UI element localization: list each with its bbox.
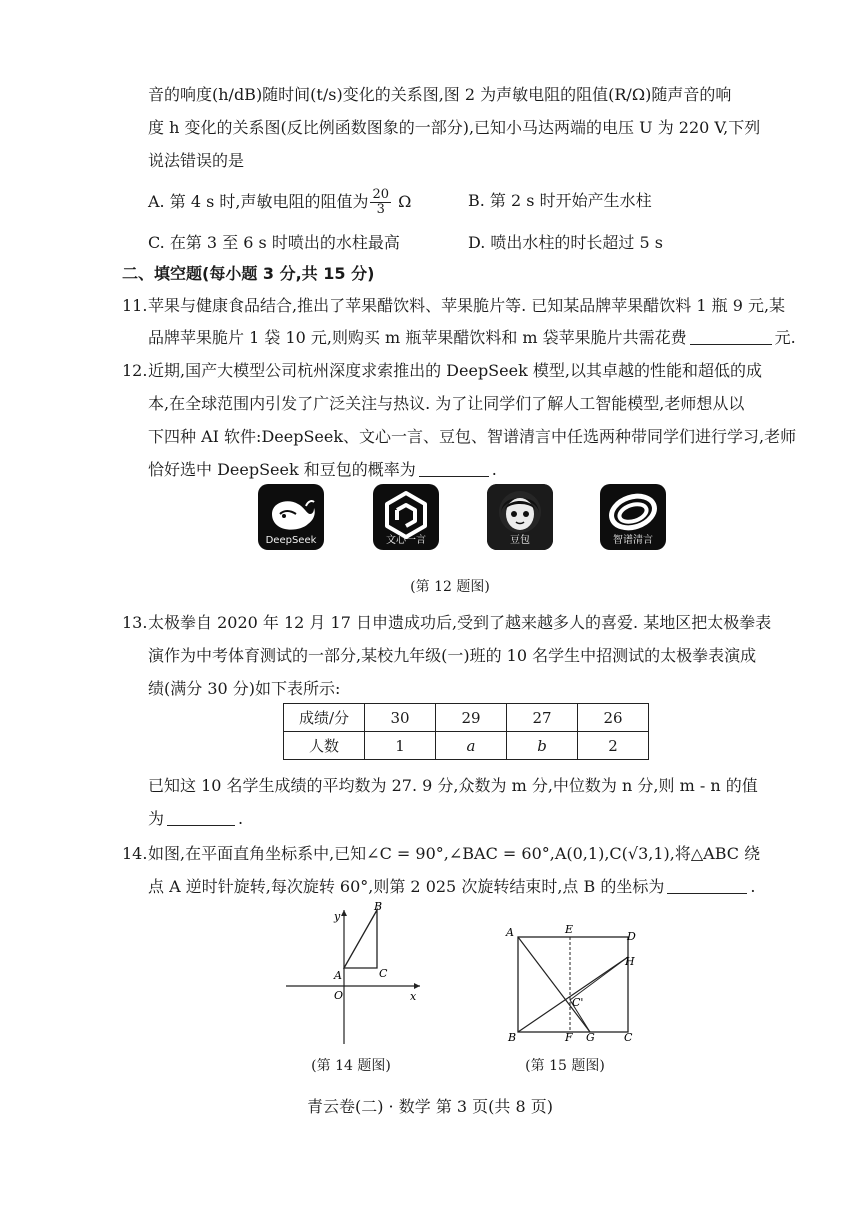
q12-line-4-end: . — [491, 460, 497, 479]
q11-line-2 — [148, 327, 796, 349]
table-cell: 26 — [578, 704, 649, 732]
q13-number: 13. — [122, 613, 148, 632]
table-cell: 2 — [578, 732, 649, 760]
q13-line-3: 绩(满分 30 分)如下表所示: — [148, 679, 341, 698]
q13-after-line-2-end: . — [238, 809, 244, 828]
q12-answer-blank[interactable] — [419, 460, 489, 477]
y-axis-arrow — [341, 910, 347, 916]
table-cell: b — [507, 732, 578, 760]
q13-after-line-2 — [148, 808, 243, 830]
q14-line-2-end: . — [750, 877, 756, 896]
q10-intro-line-2: 度 h 变化的关系图(反比例函数图象的一部分),已知小马达两端的电压 U 为 220 V,下列 — [148, 118, 761, 137]
wenxin-app-icon — [373, 484, 439, 550]
fig14-coordinate-diagram — [282, 898, 432, 1048]
q13-after-line-2-text: 为 — [148, 809, 165, 828]
option-c: C. 在第 3 至 6 s 时喷出的水柱最高 — [148, 233, 400, 252]
q12-line-2: 本,在全球范围内引发了广泛关注与热议. 为了让同学们了解人工智能模型,老师想从以 — [148, 394, 745, 413]
option-d: D. 喷出水柱的时长超过 5 s — [468, 233, 663, 252]
point-b-label: B — [374, 900, 383, 913]
q12-line-1: 近期,国产大模型公司杭州深度求索推出的 DeepSeek 模型,以其卓越的性能和超低的成 — [148, 361, 762, 380]
q14-answer-blank[interactable] — [667, 877, 747, 894]
table-cell: 27 — [507, 704, 578, 732]
q12-line-4 — [148, 459, 497, 481]
q14-line-1: 如图,在平面直角坐标系中,已知∠C = 90°,∠BAC = 60°,A(0,1),C(√3,1),将△ABC 绕 — [148, 844, 761, 863]
deepseek-app-icon — [258, 484, 324, 550]
point-f-label: F — [565, 1031, 573, 1044]
fraction-denominator: 3 — [376, 202, 385, 217]
table-cell: a — [436, 732, 507, 760]
q14-line-2 — [148, 876, 755, 898]
doubao-app-icon — [487, 484, 553, 550]
segment-bh — [518, 957, 628, 1032]
q10-intro-line-1: 音的响度(h/dB)随时间(t/s)变化的关系图,图 2 为声敏电阻的阻值(R/Ω)随声音的响 — [148, 85, 732, 104]
point-h-label: H — [625, 955, 635, 968]
fig12-caption: (第 12 题图) — [410, 579, 490, 595]
point-c-label: C — [379, 967, 388, 980]
x-axis-arrow — [414, 983, 420, 989]
point-e-label: E — [565, 923, 574, 936]
q12-number: 12. — [122, 361, 148, 380]
table-header-score: 成绩/分 — [284, 704, 365, 732]
q13-answer-blank[interactable] — [167, 809, 235, 826]
point-d-label: D — [627, 930, 636, 943]
option-a — [148, 188, 411, 217]
icon-label: 文心一言 — [386, 535, 426, 546]
point-a-label: A — [334, 969, 342, 982]
table-row — [284, 704, 649, 732]
q13-after-line-1: 已知这 10 名学生成绩的平均数为 27. 9 分,众数为 m 分,中位数为 n 分,则 m - n 的值 — [148, 776, 758, 795]
y-axis-label: y — [334, 910, 341, 923]
point-b-label: B — [508, 1031, 517, 1044]
x-axis-label: x — [410, 990, 417, 1003]
q11-line-2-text: 品牌苹果脆片 1 袋 10 元,则购买 m 瓶苹果醋饮料和 m 袋苹果脆片共需花费 — [148, 328, 687, 347]
fig14-caption: (第 14 题图) — [311, 1058, 391, 1074]
triangle-abc — [344, 910, 377, 968]
fig15-caption: (第 15 题图) — [525, 1058, 605, 1074]
q12-line-3: 下四种 AI 软件:DeepSeek、文心一言、豆包、智谱清言中任选两种带同学们进行学习,老师 — [148, 427, 797, 446]
q14-line-2-text: 点 A 逆时针旋转,每次旋转 60°,则第 2 025 次旋转结束时,点 B 的坐标为 — [148, 877, 665, 896]
icon-label: 豆包 — [510, 535, 530, 546]
fig15-rectangle-diagram — [500, 920, 650, 1050]
q13-line-1: 太极拳自 2020 年 12 月 17 日申遗成功后,受到了越来越多人的喜爱. 某地区把太极拳表 — [148, 613, 772, 632]
q14-number: 14. — [122, 844, 148, 863]
option-a-unit: Ω — [393, 192, 412, 211]
fraction-numerator: 20 — [372, 187, 390, 202]
section-title: 二、填空题(每小题 3 分,共 15 分) — [122, 264, 375, 283]
option-a-fraction — [370, 188, 391, 217]
table-row — [284, 732, 649, 760]
q13-line-2: 演作为中考体育测试的一部分,某校九年级(一)班的 10 名学生中招测试的太极拳表演成 — [148, 646, 757, 665]
rectangle-abcd — [518, 937, 628, 1032]
page-footer: 青云卷(二) · 数学 第 3 页(共 8 页) — [306, 1097, 554, 1116]
table-cell: 29 — [436, 704, 507, 732]
q12-line-4-text: 恰好选中 DeepSeek 和豆包的概率为 — [148, 460, 416, 479]
q11-line-2-end: 元. — [774, 328, 796, 347]
icon-label: 智谱清言 — [613, 535, 653, 546]
icon-label: DeepSeek — [265, 535, 317, 546]
table-cell: 30 — [365, 704, 436, 732]
point-a-label: A — [506, 926, 514, 939]
q11-answer-blank[interactable] — [690, 328, 772, 345]
q10-intro-line-3: 说法错误的是 — [148, 151, 245, 170]
score-table — [283, 703, 649, 760]
option-b: B. 第 2 s 时开始产生水柱 — [468, 191, 652, 210]
zhipu-app-icon — [600, 484, 666, 550]
origin-label: O — [334, 989, 344, 1002]
table-header-count: 人数 — [284, 732, 365, 760]
segment-c1h — [570, 957, 628, 1000]
point-c-prime-label: C' — [572, 996, 584, 1009]
q11-line-1: 苹果与健康食品结合,推出了苹果醋饮料、苹果脆片等. 已知某品牌苹果醋饮料 1 瓶 9 元,某 — [148, 296, 786, 315]
point-c-label: C — [624, 1031, 633, 1044]
segment-ag — [518, 937, 590, 1032]
q11-number: 11. — [122, 296, 148, 315]
option-a-text: A. 第 4 s 时,声敏电阻的阻值为 — [148, 192, 369, 211]
table-cell: 1 — [365, 732, 436, 760]
point-g-label: G — [586, 1031, 595, 1044]
